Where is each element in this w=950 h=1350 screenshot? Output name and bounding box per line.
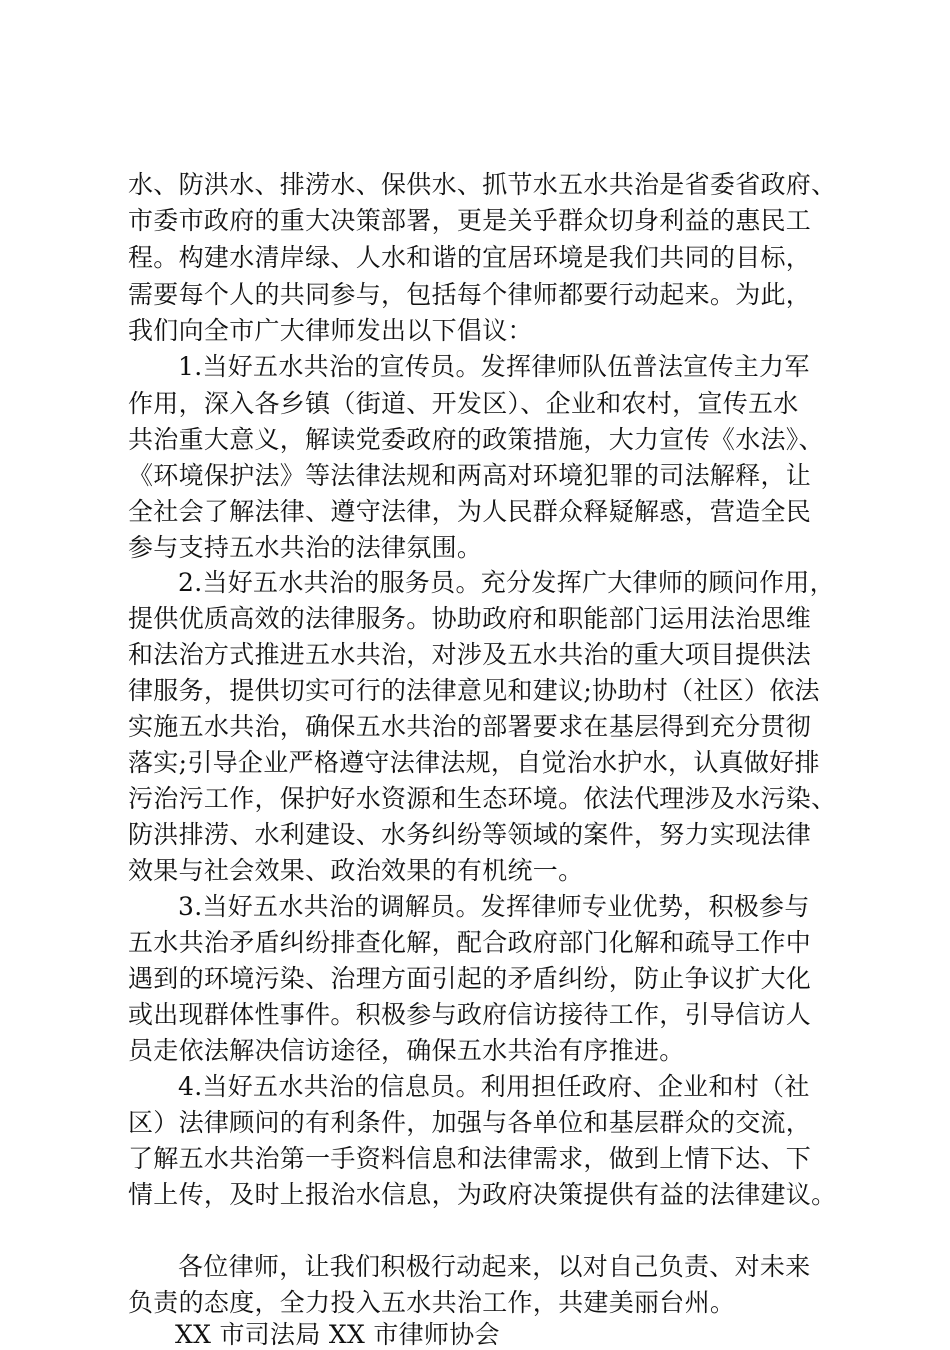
- proposal-1-heading-line: 1.当好五水共治的宣传员。发挥律师队伍普法宣传主力军: [178, 352, 810, 381]
- body-text-line: 五水共治矛盾纠纷排查化解，配合政府部门化解和疏导工作中: [128, 928, 812, 957]
- body-text-line: 程。构建水清岸绿、人水和谐的宜居环境是我们共同的目标，: [128, 243, 812, 272]
- body-text-line: 我们向全市广大律师发出以下倡议：: [128, 316, 533, 345]
- proposal-2-heading-line: 2.当好五水共治的服务员。充分发挥广大律师的顾问作用，: [178, 568, 835, 597]
- body-text-line: 作用，深入各乡镇（街道、开发区）、企业和农村，宣传五水: [128, 389, 799, 418]
- body-text-line: 需要每个人的共同参与，包括每个律师都要行动起来。为此，: [128, 280, 812, 309]
- body-text-line: 落实;引导企业严格遵守法律法规，自觉治水护水，认真做好排: [128, 748, 820, 777]
- closing-paragraph-line: 各位律师，让我们积极行动起来，以对自己负责、对未来: [178, 1252, 811, 1281]
- body-text-line: 共治重大意义，解读党委政府的政策措施，大力宣传《水法》、: [128, 425, 824, 454]
- body-text-line: 污治污工作，保护好水资源和生态环境。依法代理涉及水污染、: [128, 784, 837, 813]
- body-text-line: 全社会了解法律、遵守法律，为人民群众释疑解惑，营造全民: [128, 497, 812, 526]
- body-text-line: 区）法律顾问的有利条件，加强与各单位和基层群众的交流，: [128, 1108, 812, 1137]
- closing-paragraph-line: 负责的态度，全力投入五水共治工作，共建美丽台州。: [128, 1288, 736, 1317]
- body-text-line: 市委市政府的重大决策部署，更是关乎群众切身利益的惠民工: [128, 206, 812, 235]
- body-text-line: 遇到的环境污染、治理方面引起的矛盾纠纷，防止争议扩大化: [128, 964, 812, 993]
- body-text-line: 律服务，提供切实可行的法律意见和建议;协助村（社区）依法: [128, 676, 820, 705]
- body-text-line: 或出现群体性事件。积极参与政府信访接待工作，引导信访人: [128, 1000, 812, 1029]
- body-text-line: 防洪排涝、水利建设、水务纠纷等领域的案件，努力实现法律: [128, 820, 812, 849]
- body-text-line: 《环境保护法》等法律法规和两高对环境犯罪的司法解释，让: [128, 461, 812, 490]
- body-text-line: 情上传，及时上报治水信息，为政府决策提供有益的法律建议。: [128, 1180, 837, 1209]
- body-text-line: 参与支持五水共治的法律氛围。: [128, 533, 483, 562]
- proposal-4-heading-line: 4.当好五水共治的信息员。利用担任政府、企业和村（社: [178, 1072, 810, 1101]
- body-text-line: 水、防洪水、排涝水、保供水、抓节水五水共治是省委省政府、: [128, 170, 837, 199]
- proposal-3-heading-line: 3.当好五水共治的调解员。发挥律师专业优势，积极参与: [178, 892, 810, 921]
- body-text-line: 了解五水共治第一手资料信息和法律需求，做到上情下达、下: [128, 1144, 812, 1173]
- body-text-line: 员走依法解决信访途径，确保五水共治有序推进。: [128, 1036, 685, 1065]
- body-text-line: 效果与社会效果、政治效果的有机统一。: [128, 856, 584, 885]
- body-text-line: 实施五水共治，确保五水共治的部署要求在基层得到充分贯彻: [128, 712, 812, 741]
- signature-line: XX 市司法局 XX 市律师协会: [175, 1320, 500, 1349]
- body-text-line: 和法治方式推进五水共治，对涉及五水共治的重大项目提供法: [128, 640, 812, 669]
- body-text-line: 提供优质高效的法律服务。协助政府和职能部门运用法治思维: [128, 604, 812, 633]
